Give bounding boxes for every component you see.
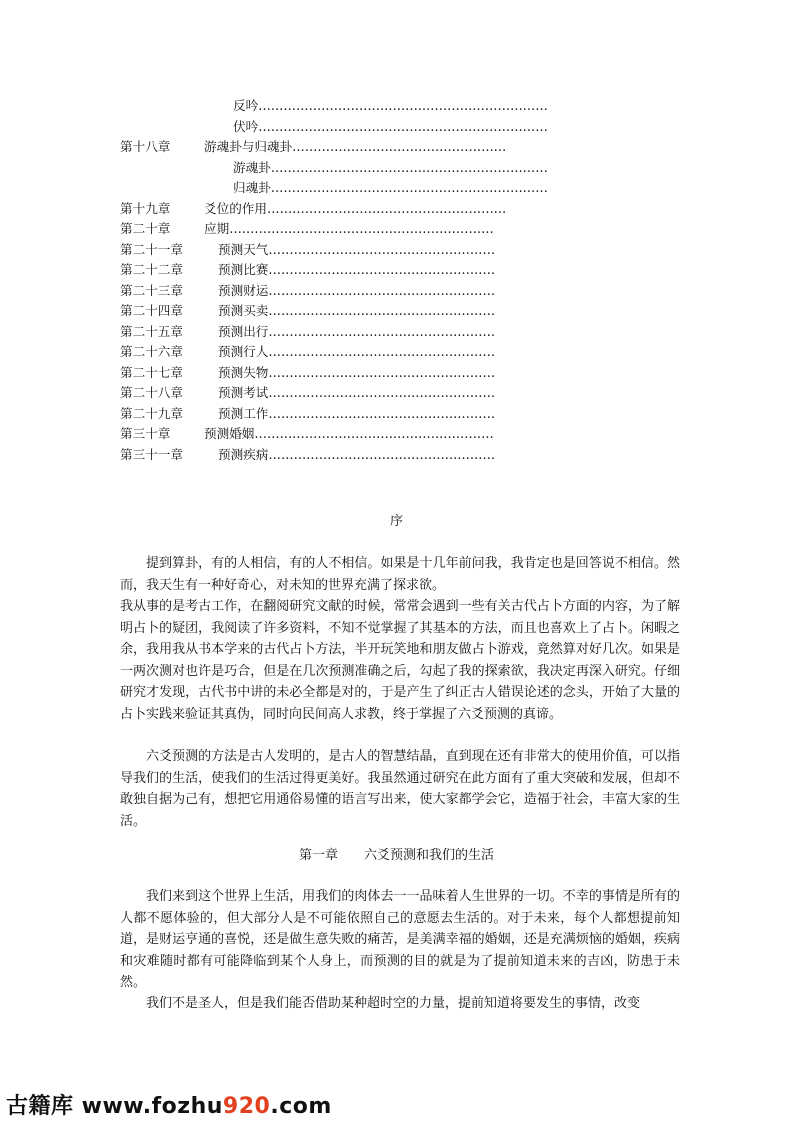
toc-chapter-number: 第三十一章 <box>120 446 183 462</box>
toc-chapter-number: 第二十三章 <box>120 282 183 298</box>
chapter-1-title: 第一章 六爻预测和我们的生活 <box>298 848 494 863</box>
toc-entry <box>120 303 496 319</box>
toc-chapter-title: 预测失物……………………………………………… <box>218 364 496 380</box>
toc-entry <box>120 426 494 442</box>
toc-chapter-title: 预测考试……………………………………………… <box>218 385 496 400</box>
toc-entry <box>120 262 496 278</box>
toc-entry <box>120 221 494 237</box>
toc-chapter-title: 预测工作……………………………………………… <box>218 405 496 421</box>
toc-chapter-title: 预测买卖……………………………………………… <box>218 303 496 318</box>
toc-chapter-number: 第二十七章 <box>120 364 183 380</box>
toc-entry <box>120 405 496 422</box>
toc-chapter-number: 第二十四章 <box>120 303 183 318</box>
toc-chapter-title: 预测比赛……………………………………………… <box>218 262 496 277</box>
watermark-site-number: 920 <box>222 1094 271 1119</box>
toc-chapter-number: 第三十章 <box>120 426 171 441</box>
toc-chapter-number: 第二十六章 <box>120 344 183 359</box>
toc-chapter-number: 第二十九章 <box>120 405 183 421</box>
toc-chapter-number: 第二十二章 <box>120 262 183 277</box>
toc-chapter-title: 爻位的作用………………………………………………… <box>204 200 507 216</box>
toc-chapter-number: 第十九章 <box>120 200 171 216</box>
toc-chapter-title: 归魂卦………………………………………………………… <box>233 180 548 195</box>
chapter-1-paragraph-2: 我们不是圣人，但是我们能否借助某种超时空的力量，提前知道将要发生的事情，改变 <box>146 996 641 1011</box>
toc-entry <box>120 446 496 463</box>
watermark-site-tld: .com <box>270 1094 332 1119</box>
toc-entry <box>120 139 507 155</box>
toc-chapter-title: 预测天气……………………………………………… <box>218 241 496 257</box>
toc-entry <box>120 364 496 381</box>
toc-chapter-title: 游魂卦………………………………………………………… <box>233 159 548 175</box>
toc-chapter-title: 预测疾病……………………………………………… <box>218 446 496 462</box>
toc-chapter-title: 预测出行……………………………………………… <box>218 323 496 339</box>
preface-paragraph-3: 六爻预测的方法是古人发明的，是古人的智慧结晶，直到现在还有非常大的使用价值，可以指导我们的生活，使我们的生活过得更美好。我虽然通过研究在此方面有了重大突破和发展，但却不敢独自据为己有，想把它用通俗易懂的语言写出来，使大家都学会它，造福于社会，丰富大家的生活。 <box>120 749 680 829</box>
toc-chapter-number: 第二十五章 <box>120 323 183 339</box>
watermark-site-name: 古籍库 www.fozhu <box>6 1094 223 1119</box>
toc-chapter-title: 预测财运……………………………………………… <box>218 282 496 298</box>
toc-entry <box>120 323 496 340</box>
toc-entry <box>120 241 496 258</box>
toc-chapter-title: 反吟…………………………………………………………… <box>233 98 548 113</box>
toc-entry <box>120 282 496 299</box>
toc-chapter-number: 第二十章 <box>120 221 171 236</box>
toc-chapter-number: 第二十八章 <box>120 385 183 400</box>
toc-chapter-title: 游魂卦与归魂卦…………………………………………… <box>204 139 507 154</box>
toc-chapter-title: 应期……………………………………………………… <box>204 221 494 236</box>
preface-paragraph-1: 提到算卦，有的人相信，有的人不相信。如果是十几年前问我，我肯定也是回答说不相信。然而，我天生有一种好奇心，对未知的世界充满了探求欲。 <box>120 556 680 593</box>
toc-entry <box>120 200 507 217</box>
toc-chapter-number: 第十八章 <box>120 139 171 154</box>
toc-chapter-title: 预测行人……………………………………………… <box>218 344 496 359</box>
preface-title: 序 <box>389 514 403 529</box>
toc-entry <box>120 344 496 360</box>
toc-chapter-title: 伏吟…………………………………………………………… <box>233 118 548 134</box>
chapter-1-paragraph-1: 我们来到这个世界上生活，用我们的肉体去一一品味着人生世界的一切。不幸的事情是所有的人都不愿体验的，但大部分人是不可能依照自己的意愿去生活的。对于未来，每个人都想提前知道，是财运亨通的喜悦，还是做生意失败的痛苦，是美满幸福的婚姻，还是充满烦恼的婚姻，疾病和灾难随时都有可能降临到某个人身上，而预测的目的就是为了提前知道未来的吉凶，防患于未然。 <box>120 889 680 990</box>
preface-paragraph-2: 我从事的是考古工作，在翻阅研究文献的时候，常常会遇到一些有关古代占卜方面的内容，为了解明占卜的疑团，我阅读了许多资料，不知不觉掌握了其基本的方法，而且也喜欢上了占卜。闲暇之余，我用我从书本学来的古代占卜方法，半开玩笑地和朋友做占卜游戏，竟然算对好几次。如果是一两次测对也许是巧合，但是在几次预测准确之后，勾起了我的探索欲，我决定再深入研究。仔细研究才发现，古代书中讲的未必全都是对的，于是产生了纠正古人错误论述的念头，开始了大量的占卜实践来验证其真伪，同时向民间高人求教，终于掌握了六爻预测的真谛。 <box>120 599 680 722</box>
toc-chapter-number: 第二十一章 <box>120 241 183 257</box>
toc-entry <box>120 385 496 401</box>
toc-chapter-title: 预测婚姻………………………………………………… <box>204 426 494 441</box>
site-watermark <box>6 1089 332 1120</box>
